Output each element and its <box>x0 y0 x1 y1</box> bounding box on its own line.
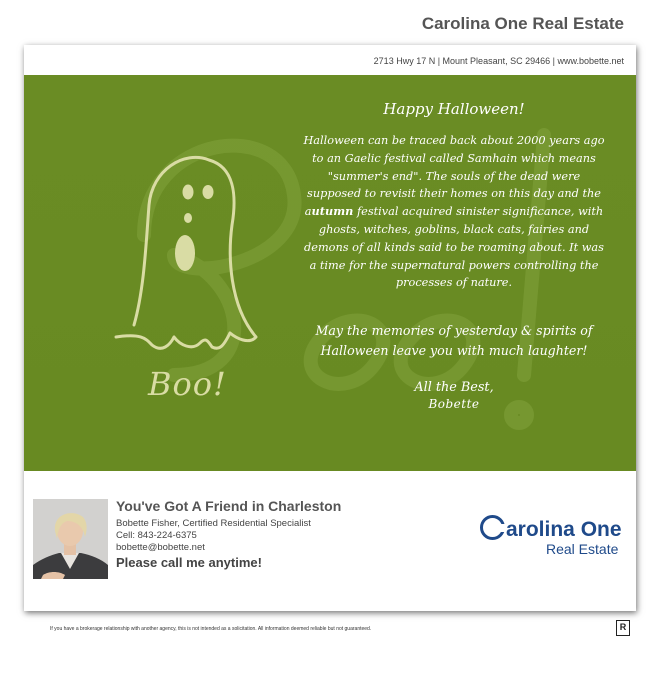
realtor-icon: R <box>616 620 630 636</box>
email-card <box>24 45 636 611</box>
carolina-one-logo[interactable] <box>480 515 630 559</box>
message-signature: Bobette <box>428 397 480 412</box>
logo-subtitle: Real Estate <box>546 541 619 557</box>
footer-disclaimer: If you have a brokerage relationship with another agency, this is not intended as a solicitation. All information deemed reliable but not guaranteed. <box>50 626 372 632</box>
halloween-message <box>299 100 609 411</box>
agent-portrait-icon <box>33 499 108 579</box>
message-body <box>299 132 609 292</box>
agent-details <box>116 498 341 570</box>
message-wish: May the memories of yesterday & spirits of Halloween leave you with much laughter! <box>315 323 593 359</box>
message-body-part2: festival acquired sinister significance, with ghosts, witches, goblins, black cats, fairies and demons of all kinds said to be roaming about. It was a time for the supernatural powers controlling the processes of nature. <box>304 205 604 290</box>
message-body-bold: utumn <box>311 204 354 219</box>
logo-wordmark <box>480 515 622 542</box>
agent-tagline: You've Got A Friend in Charleston <box>116 498 342 514</box>
agent-name-title: Bobette Fisher, Certified Residential Specialist <box>116 518 311 529</box>
agent-photo <box>33 499 108 579</box>
agent-cta: Please call me anytime! <box>116 555 262 570</box>
boo-caption: Boo! <box>148 365 227 403</box>
logo-name: arolina One <box>506 518 622 541</box>
message-body-part1: Halloween can be traced back about 2000 years ago to an Gaelic festival called Samhain which means "summer's end". The souls of the dead were supposed to revisit their homes on this day and the a <box>303 134 605 219</box>
agent-email-link[interactable]: bobette@bobette.net <box>116 542 205 553</box>
message-closing: All the Best, <box>414 380 494 396</box>
message-title: Happy Halloween! <box>383 100 525 118</box>
agent-section <box>24 471 636 611</box>
halloween-banner <box>24 75 636 471</box>
brand-header: Carolina One Real Estate <box>421 14 624 33</box>
agent-cell[interactable]: Cell: 843-224-6375 <box>116 530 197 541</box>
logo-c-icon <box>480 515 505 540</box>
office-address: 2713 Hwy 17 N | Mount Pleasant, SC 29466 | www.bobette.net <box>373 56 624 66</box>
